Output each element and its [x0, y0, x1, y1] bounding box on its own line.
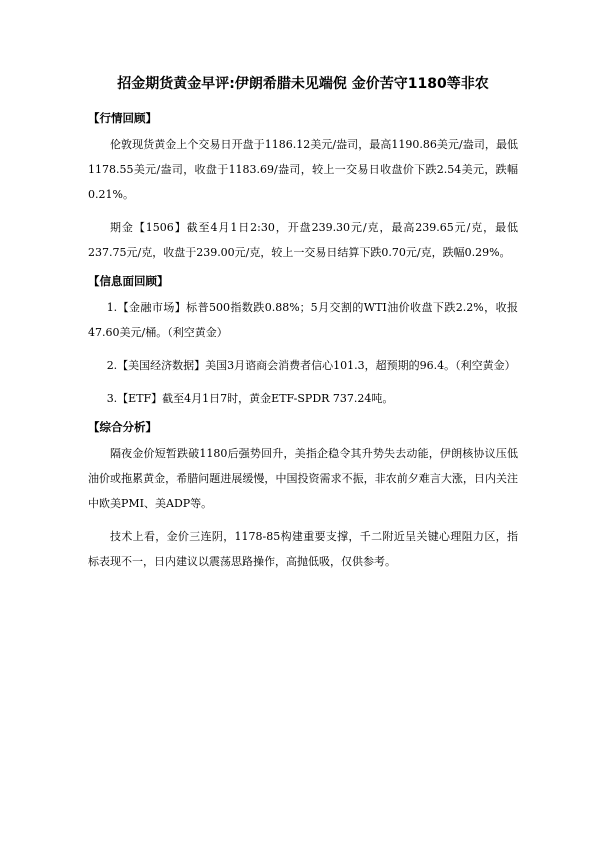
paragraph-london-spot-gold: 伦敦现货黄金上个交易日开盘于1186.12美元/盎司，最高1190.86美元/盎司，最低1178.55美元/盎司，收盘于1183.69/盎司，较上一交易日收盘价下跌2.54美元，跌幅0.21%。: [88, 138, 518, 201]
paragraph-fundamental-analysis: 隔夜金价短暂跌破1180后强势回升，美指企稳令其升势失去动能，伊朗核协议压低油价或拖累黄金，希腊问题进展缓慢，中国投资需求不振，非农前夕难言大涨，日内关注中欧美PMI、美ADP等。: [88, 447, 518, 510]
section-comprehensive-analysis: [88, 419, 518, 574]
section-market-review: [88, 110, 518, 265]
news-item-us-economic-data: 2.【美国经济数据】美国3月谘商会消费者信心101.3，超预期的96.4。（利空黄金）: [106, 359, 516, 372]
section-heading-comprehensive-analysis: 【综合分析】: [88, 420, 157, 434]
paragraph-technical-analysis: 技术上看，金价三连阴，1178-85构建重要支撑，千二附近呈关键心理阻力区，指标表现不一，日内建议以震荡思路操作，高抛低吸，仅供参考。: [88, 530, 518, 568]
news-item-financial-markets: 1.【金融市场】标普500指数跌0.88%；5月交割的WTI油价收盘下跌2.2%，收报47.60美元/桶。（利空黄金）: [88, 301, 518, 339]
document-page: [88, 70, 518, 582]
news-item-etf: 3.【ETF】截至4月1日7时，黄金ETF-SPDR 737.24吨。: [106, 392, 394, 405]
document-title: 招金期货黄金早评:伊朗希腊未见端倪 金价苦守1180等非农: [117, 76, 489, 92]
section-heading-news-review: 【信息面回顾】: [88, 274, 169, 288]
section-news-review: [88, 273, 518, 411]
paragraph-gold-futures: 期金【1506】截至4月1日2:30，开盘239.30元/克，最高239.65元/克，最低237.75元/克，收盘于239.00元/克，较上一交易日结算下跌0.70元/克，跌幅0.29%。: [88, 221, 518, 259]
section-heading-market-review: 【行情回顾】: [88, 111, 157, 125]
